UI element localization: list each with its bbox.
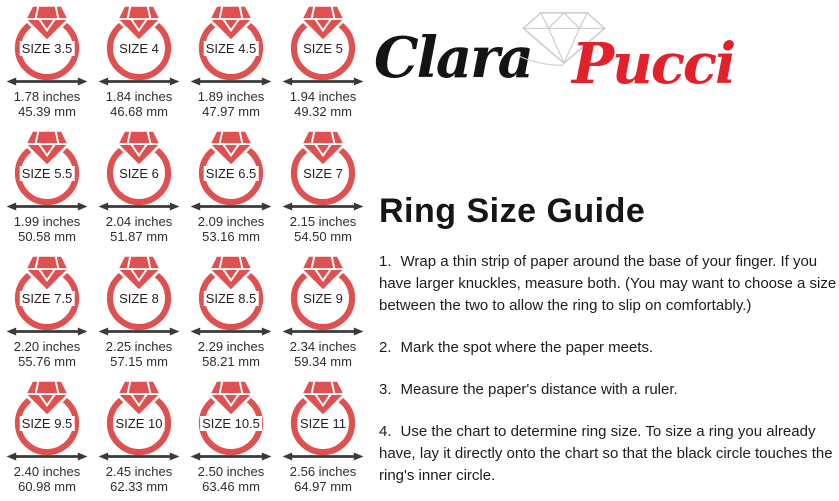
step-text: Wrap a thin strip of paper around the base of your finger. If you have larger knuckles, measure both. (You may want to choose a size between the two to allow the ring to slip on comfortably.) bbox=[379, 253, 837, 314]
ring-mm: 46.68 mm bbox=[110, 104, 168, 119]
ring-measurements bbox=[198, 89, 265, 119]
ring-figure bbox=[95, 254, 183, 336]
ring-measurements bbox=[106, 214, 173, 244]
ring-cell bbox=[185, 4, 277, 129]
ring-size-label: SIZE 6.5 bbox=[205, 166, 257, 181]
step-number: 2. bbox=[379, 339, 392, 356]
ring-mm: 63.46 mm bbox=[202, 479, 260, 494]
ring-inches: 1.89 inches bbox=[197, 89, 265, 104]
ring-measurements bbox=[14, 464, 81, 494]
ring-measurements bbox=[14, 339, 81, 369]
ring-measurements bbox=[14, 89, 81, 119]
ring-inches: 2.34 inches bbox=[289, 339, 357, 354]
ring-figure bbox=[3, 129, 91, 211]
ring-inches: 1.94 inches bbox=[289, 89, 357, 104]
ring-size-label: SIZE 4 bbox=[119, 41, 159, 56]
ring-inches: 1.99 inches bbox=[13, 214, 81, 229]
ring-cell bbox=[93, 254, 185, 379]
ring-measurements bbox=[290, 89, 357, 119]
ring-inches: 2.45 inches bbox=[105, 464, 173, 479]
step-number: 1. bbox=[379, 253, 392, 270]
ring-cell bbox=[277, 254, 369, 379]
ring-cell bbox=[93, 129, 185, 254]
ring-mm: 64.97 mm bbox=[294, 479, 352, 494]
ring-figure bbox=[279, 129, 367, 211]
ring-mm: 59.34 mm bbox=[294, 354, 352, 369]
step-text: Mark the spot where the paper meets. bbox=[400, 339, 654, 356]
ring-size-label: SIZE 9.5 bbox=[21, 416, 73, 431]
ring-figure bbox=[187, 4, 275, 86]
ring-cell bbox=[1, 379, 93, 501]
guide-steps bbox=[379, 251, 837, 501]
step-number: 4. bbox=[379, 423, 392, 440]
ring-inches: 2.15 inches bbox=[289, 214, 357, 229]
brand-name-pucci: Pucci bbox=[572, 31, 735, 97]
ring-size-label: SIZE 10.5 bbox=[202, 416, 260, 431]
ring-measurements bbox=[290, 464, 357, 494]
ring-cell bbox=[185, 129, 277, 254]
ring-size-label: SIZE 5.5 bbox=[21, 166, 73, 181]
ring-measurements bbox=[106, 339, 173, 369]
ring-size-label: SIZE 3.5 bbox=[21, 41, 73, 56]
step-item bbox=[379, 379, 837, 401]
ring-cell bbox=[277, 379, 369, 501]
ring-size-label: SIZE 7.5 bbox=[21, 291, 73, 306]
ring-cell bbox=[185, 379, 277, 501]
ring-figure bbox=[279, 4, 367, 86]
ring-inches: 1.84 inches bbox=[105, 89, 173, 104]
step-text: Use the chart to determine ring size. To size a ring you already have, lay it directly onto the chart so that the black circle touches the ring's inner circle. bbox=[379, 423, 833, 484]
ring-size-label: SIZE 8 bbox=[119, 291, 159, 306]
ring-measurements bbox=[14, 214, 81, 244]
ring-figure bbox=[3, 4, 91, 86]
ring-inches: 2.50 inches bbox=[197, 464, 265, 479]
ring-figure bbox=[95, 129, 183, 211]
ring-mm: 57.15 mm bbox=[110, 354, 168, 369]
step-number: 3. bbox=[379, 381, 392, 398]
ring-inches: 2.20 inches bbox=[13, 339, 81, 354]
ring-size-label: SIZE 10 bbox=[115, 416, 163, 431]
ring-inches: 2.56 inches bbox=[289, 464, 357, 479]
step-item bbox=[379, 337, 837, 359]
ring-mm: 45.39 mm bbox=[18, 104, 76, 119]
ring-figure bbox=[279, 379, 367, 461]
ring-size-label: SIZE 8.5 bbox=[205, 291, 257, 306]
ring-inches: 2.04 inches bbox=[105, 214, 173, 229]
step-text: Measure the paper's distance with a ruler. bbox=[400, 381, 678, 398]
ring-measurements bbox=[290, 214, 357, 244]
ring-mm: 51.87 mm bbox=[110, 229, 168, 244]
guide-title: Ring Size Guide bbox=[379, 192, 646, 230]
brand-name-clara: Clara bbox=[374, 25, 532, 91]
ring-size-chart bbox=[1, 4, 371, 501]
ring-inches: 2.25 inches bbox=[105, 339, 173, 354]
ring-cell bbox=[277, 129, 369, 254]
ring-cell bbox=[93, 4, 185, 129]
ring-measurements bbox=[198, 214, 265, 244]
ring-measurements bbox=[198, 339, 265, 369]
ring-mm: 53.16 mm bbox=[202, 229, 260, 244]
ring-cell bbox=[185, 254, 277, 379]
ring-figure bbox=[95, 4, 183, 86]
ring-mm: 47.97 mm bbox=[202, 104, 260, 119]
ring-figure bbox=[3, 379, 91, 461]
ring-mm: 55.76 mm bbox=[18, 354, 76, 369]
ring-cell bbox=[1, 4, 93, 129]
brand-logo bbox=[374, 8, 836, 100]
ring-measurements bbox=[198, 464, 265, 494]
ring-cell bbox=[1, 254, 93, 379]
ring-figure bbox=[187, 379, 275, 461]
ring-mm: 58.21 mm bbox=[202, 354, 260, 369]
ring-size-label: SIZE 6 bbox=[119, 166, 159, 181]
ring-size-label: SIZE 4.5 bbox=[205, 41, 257, 56]
ring-mm: 62.33 mm bbox=[110, 479, 168, 494]
ring-cell bbox=[1, 129, 93, 254]
ring-figure bbox=[187, 129, 275, 211]
step-item bbox=[379, 251, 837, 317]
step-item bbox=[379, 421, 837, 487]
ring-cell bbox=[277, 4, 369, 129]
ring-cell bbox=[93, 379, 185, 501]
ring-mm: 60.98 mm bbox=[18, 479, 76, 494]
ring-inches: 2.40 inches bbox=[13, 464, 81, 479]
ring-size-label: SIZE 7 bbox=[303, 166, 343, 181]
ring-mm: 49.32 mm bbox=[294, 104, 352, 119]
ring-size-label: SIZE 9 bbox=[303, 291, 343, 306]
ring-inches: 1.78 inches bbox=[13, 89, 81, 104]
ring-size-label: SIZE 11 bbox=[299, 416, 347, 431]
ring-figure bbox=[279, 254, 367, 336]
ring-mm: 54.50 mm bbox=[294, 229, 352, 244]
ring-measurements bbox=[106, 464, 173, 494]
ring-mm: 50.58 mm bbox=[18, 229, 76, 244]
ring-inches: 2.29 inches bbox=[197, 339, 265, 354]
ring-figure bbox=[95, 379, 183, 461]
ring-measurements bbox=[106, 89, 173, 119]
ring-measurements bbox=[290, 339, 357, 369]
ring-size-label: SIZE 5 bbox=[303, 41, 343, 56]
ring-figure bbox=[3, 254, 91, 336]
ring-inches: 2.09 inches bbox=[197, 214, 265, 229]
ring-figure bbox=[187, 254, 275, 336]
